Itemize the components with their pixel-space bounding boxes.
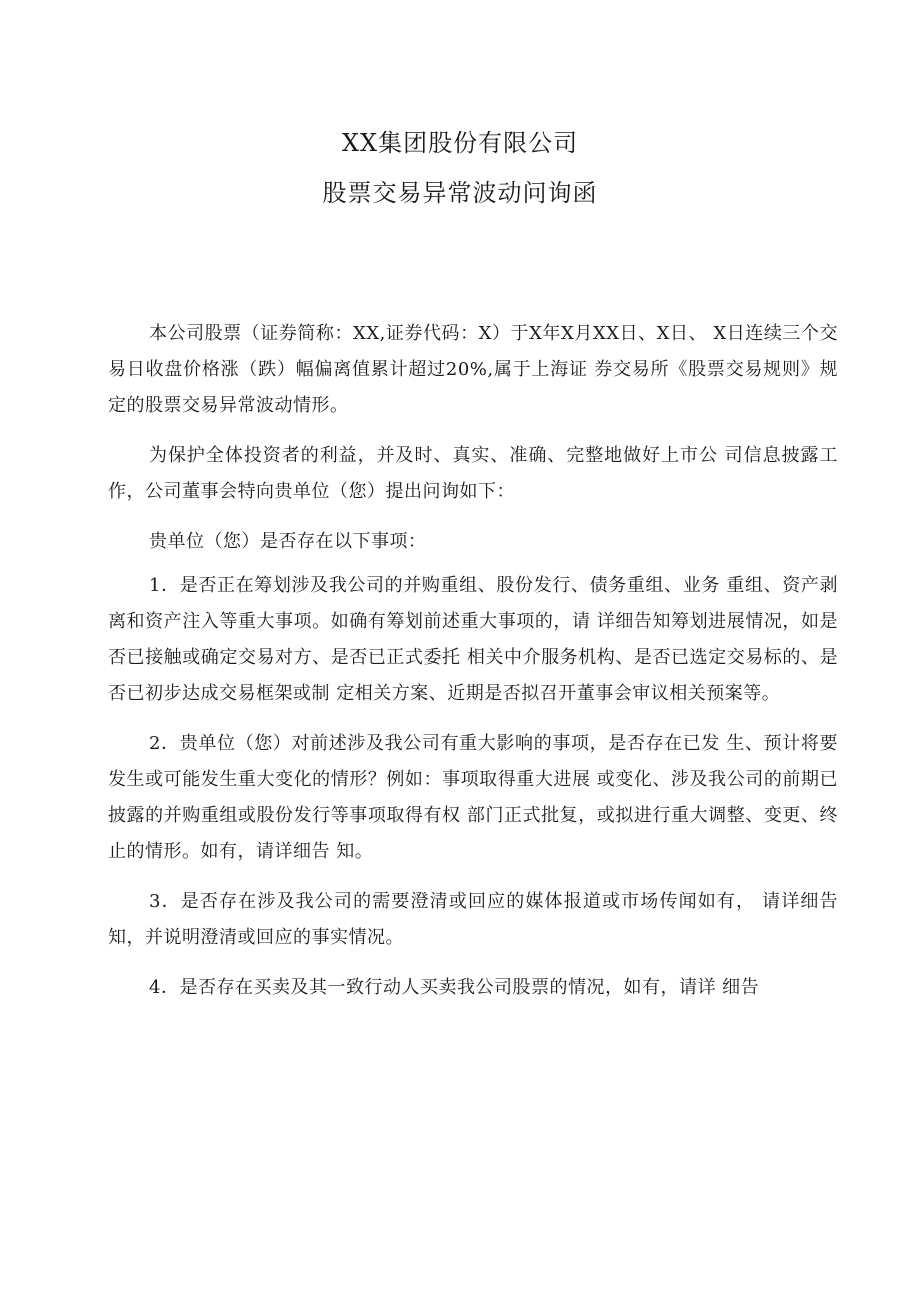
paragraph-purpose: 为保护全体投资者的利益，并及时、真实、准确、完整地做好上市公 司信息披露工作，公司董事会特向贵单位（您）提出问询如下：	[108, 445, 838, 502]
paragraph-item-2: 2．贵单位（您）对前述涉及我公司有重大影响的事项，是否存在已发 生、预计将要发生或可能发生重大变化的情形？例如：事项取得重大进展 或变化、涉及我公司的前期已披露的并购重组或股份发行等事项取得有权 部门正式批复，或拟进行重大调整、变更、终止的情形。如有，请详细告 知。	[108, 733, 838, 862]
company-name-heading: XX集团股份有限公司	[341, 129, 579, 157]
paragraph-item-4: 4．是否存在买卖及其一致行动人买卖我公司股票的情况，如有，请详 细告	[149, 977, 760, 998]
paragraph-item-1: 1．是否正在筹划涉及我公司的并购重组、股份发行、债务重组、业务 重组、资产剥离和资产注入等重大事项。如确有筹划前述重大事项的，请 详细告知筹划进展情况，如是否已接触或确定交易对方、是否已正式委托 相关中介服务机构、是否已选定交易标的、是否已初步达成交易框架或制 定相关方案、近期是否拟召开董事会审议相关预案等。	[108, 575, 838, 704]
paragraph-intro: 本公司股票（证券简称：XX,证券代码：X）于X年X月XX日、X日、 X日连续三个交易日收盘价格涨（跌）幅偏离值累计超过20%,属于上海证 券交易所《股票交易规则》规定的股票交易异常波动情形。	[108, 323, 838, 416]
letter-title-heading: 股票交易异常波动问询函	[322, 179, 598, 207]
letter-body	[108, 316, 838, 1020]
paragraph-item-3: 3．是否存在涉及我公司的需要澄清或回应的媒体报道或市场传闻如有， 请详细告知，并说明澄清或回应的事实情况。	[108, 891, 838, 948]
paragraph-question-lead: 贵单位（您）是否存在以下事项：	[149, 531, 427, 552]
